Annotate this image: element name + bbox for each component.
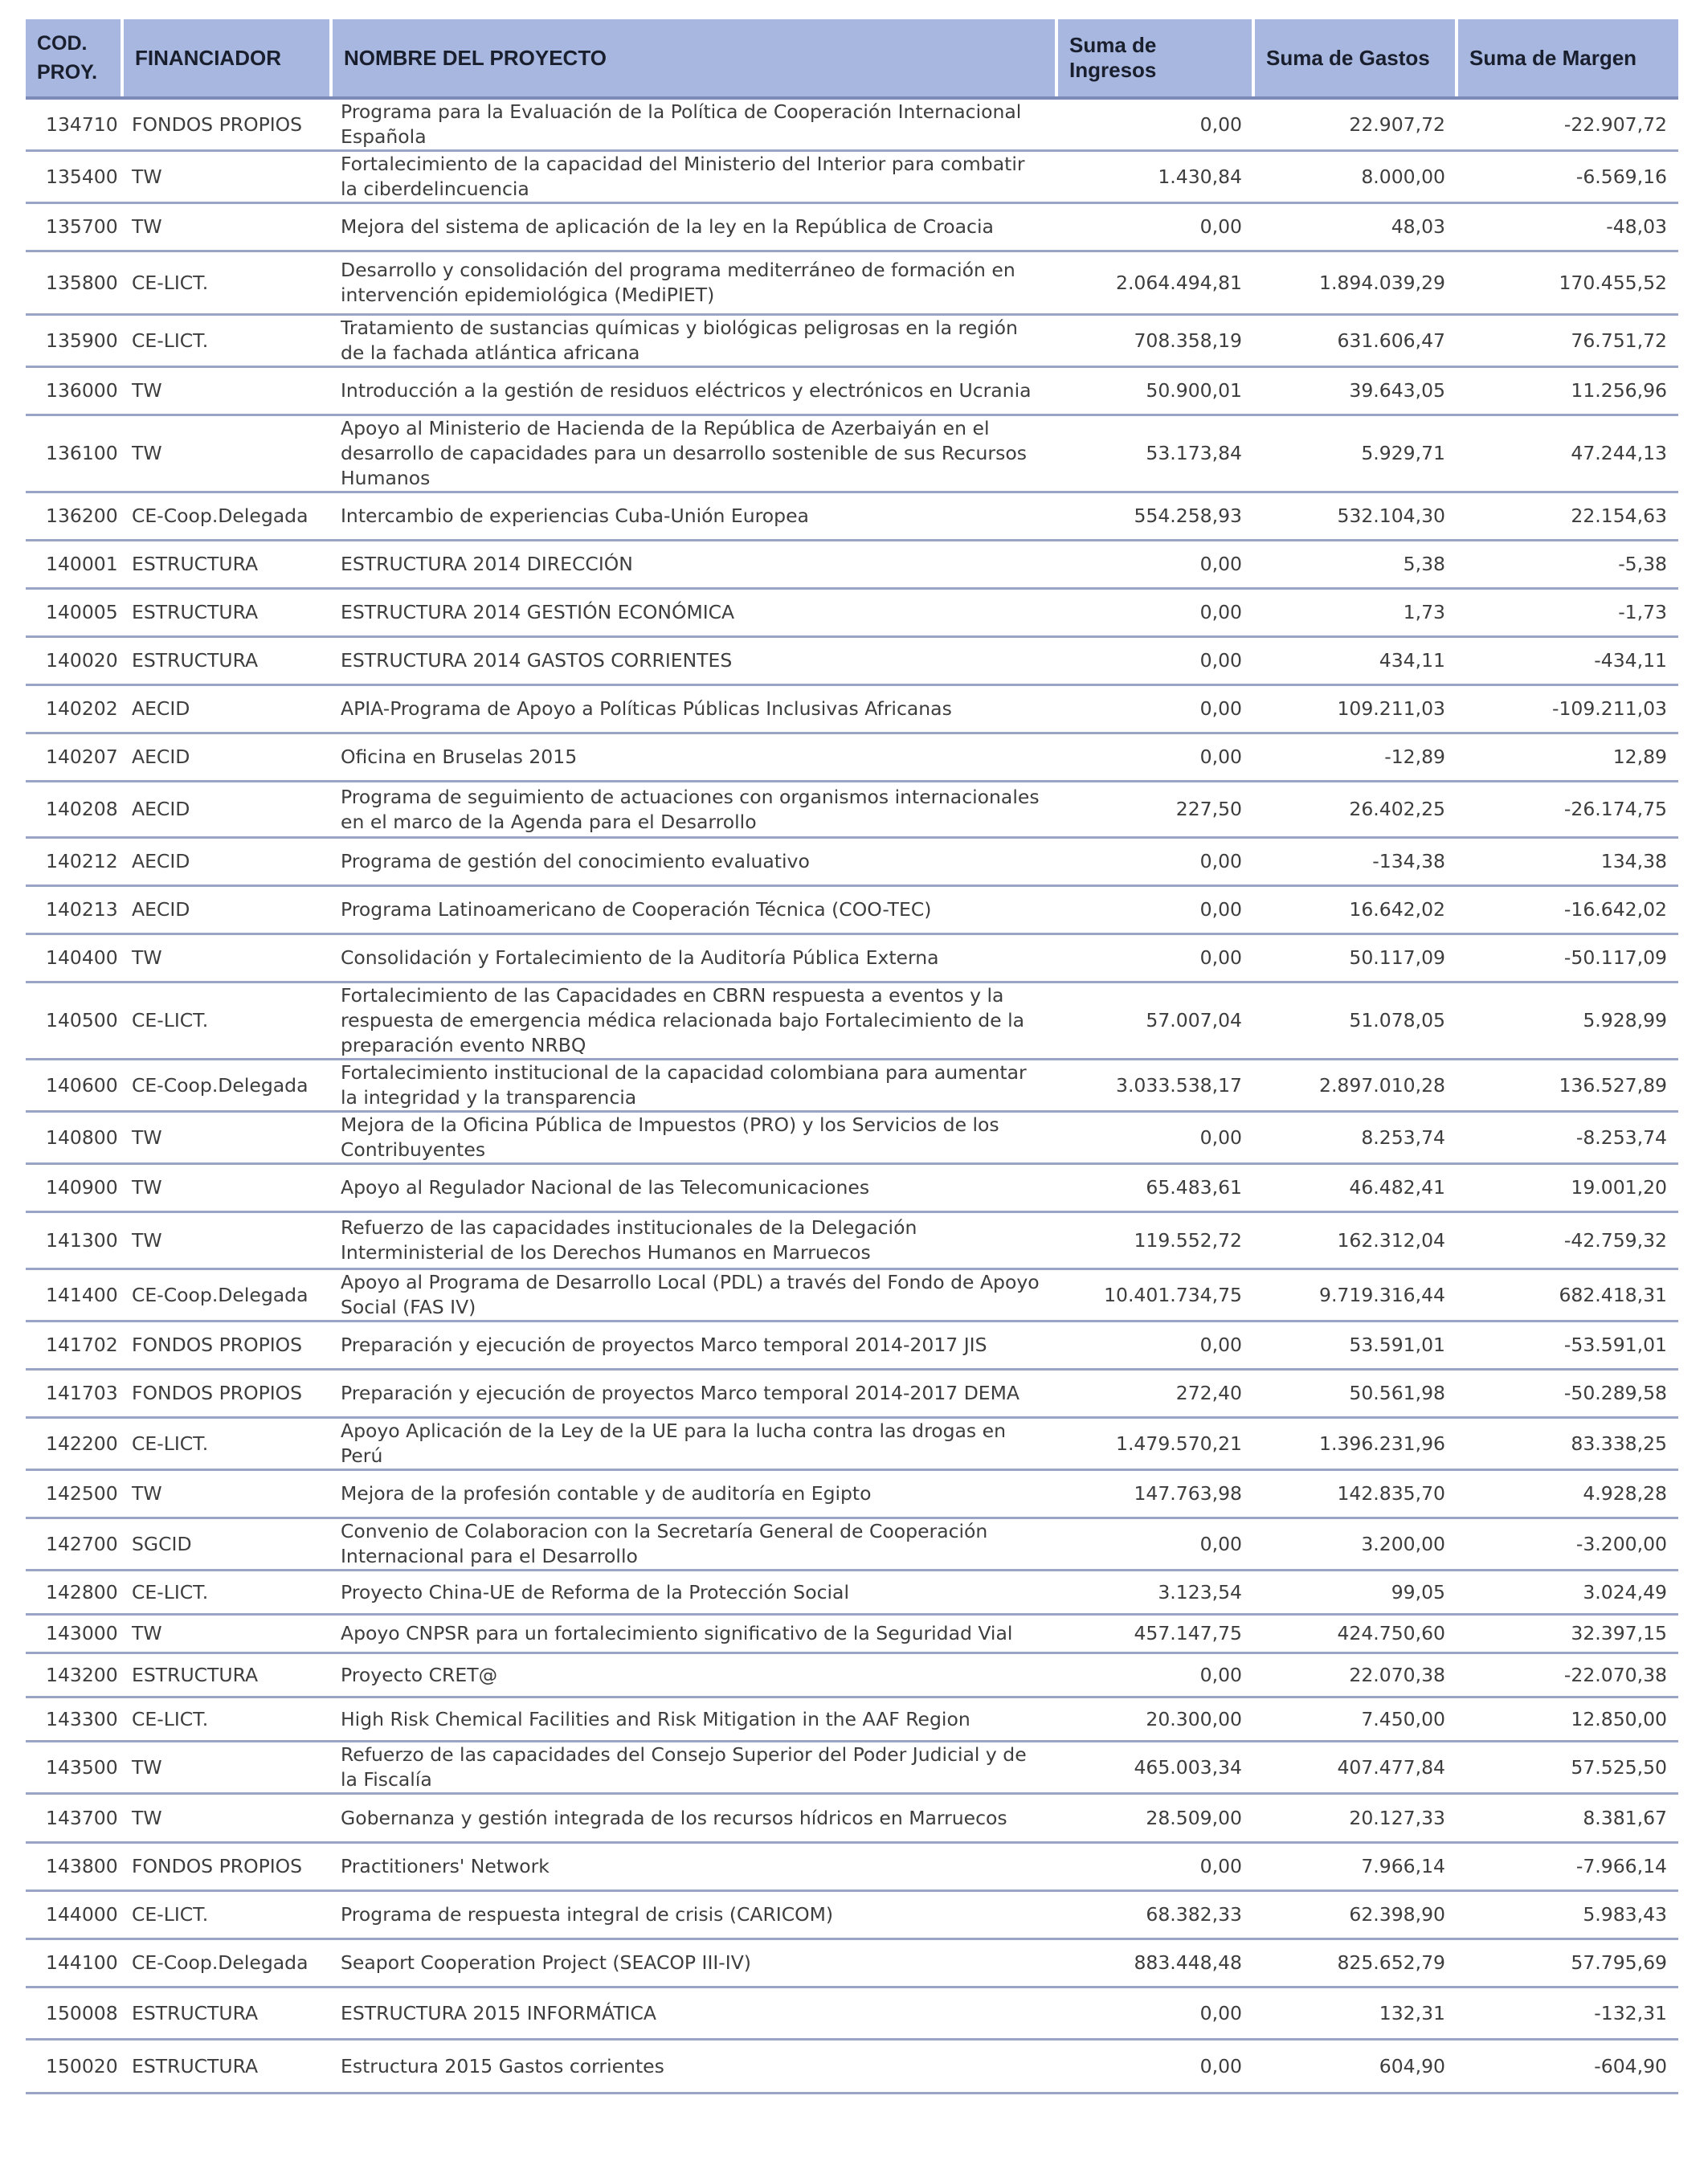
table-row [26,1418,1678,1470]
cell-ingresos: 0,00 [1056,541,1253,589]
cell-project-name: Fortalecimiento institucional de la capacidad colombiana para aumentar la integridad y la transparencia [331,1060,1056,1112]
cell-code: 150008 [26,1987,122,2040]
cell-ingresos: 2.064.494,81 [1056,251,1253,315]
cell-code: 135700 [26,203,122,251]
cell-code: 140400 [26,934,122,982]
cell-margen: -109.211,03 [1457,685,1678,733]
cell-ingresos: 20.300,00 [1056,1697,1253,1742]
cell-project-name: Refuerzo de las capacidades institucionales de la Delegación Interministerial de los Derechos Humanos en Marruecos [331,1212,1056,1269]
cell-financiador: AECID [122,733,331,782]
cell-gastos: 7.450,00 [1253,1697,1457,1742]
cell-financiador: ESTRUCTURA [122,2040,331,2094]
cell-ingresos: 0,00 [1056,203,1253,251]
cell-financiador: ESTRUCTURA [122,1987,331,2040]
cell-gastos: 1.396.231,96 [1253,1418,1457,1470]
table-row [26,1571,1678,1615]
cell-ingresos: 708.358,19 [1056,315,1253,367]
cell-code: 140600 [26,1060,122,1112]
cell-financiador: CE-LICT. [122,251,331,315]
table-row [26,886,1678,934]
table-row [26,251,1678,315]
cell-ingresos: 0,00 [1056,2040,1253,2094]
cell-code: 142200 [26,1418,122,1470]
cell-gastos: 1,73 [1253,589,1457,637]
cell-project-name: ESTRUCTURA 2015 INFORMÁTICA [331,1987,1056,2040]
cell-code: 143700 [26,1794,122,1843]
cell-margen: -16.642,02 [1457,886,1678,934]
cell-margen: 170.455,52 [1457,251,1678,315]
cell-ingresos: 50.900,01 [1056,367,1253,415]
cell-gastos: 407.477,84 [1253,1742,1457,1794]
cell-gastos: -134,38 [1253,838,1457,886]
cell-gastos: 162.312,04 [1253,1212,1457,1269]
cell-margen: -48,03 [1457,203,1678,251]
cell-ingresos: 0,00 [1056,1112,1253,1164]
cell-code: 143300 [26,1697,122,1742]
cell-ingresos: 465.003,34 [1056,1742,1253,1794]
cell-project-name: Preparación y ejecución de proyectos Marco temporal 2014-2017 DEMA [331,1370,1056,1418]
cell-ingresos: 0,00 [1056,1322,1253,1370]
table-row [26,203,1678,251]
cell-ingresos: 0,00 [1056,838,1253,886]
cell-margen: 83.338,25 [1457,1418,1678,1470]
cell-financiador: TW [122,415,331,492]
cell-project-name: Apoyo al Regulador Nacional de las Telecomunicaciones [331,1164,1056,1212]
cell-ingresos: 28.509,00 [1056,1794,1253,1843]
table-row [26,315,1678,367]
table-row [26,1742,1678,1794]
cell-margen: 22.154,63 [1457,492,1678,541]
cell-ingresos: 10.401.734,75 [1056,1269,1253,1322]
cell-code: 144100 [26,1939,122,1987]
table-row [26,1843,1678,1891]
table-row [26,541,1678,589]
cell-gastos: 8.000,00 [1253,151,1457,203]
cell-financiador: FONDOS PROPIOS [122,98,331,151]
cell-financiador: FONDOS PROPIOS [122,1843,331,1891]
table-row [26,637,1678,685]
table-row [26,1653,1678,1697]
cell-gastos: 424.750,60 [1253,1615,1457,1653]
cell-ingresos: 57.007,04 [1056,982,1253,1060]
cell-ingresos: 0,00 [1056,1653,1253,1697]
cell-margen: -7.966,14 [1457,1843,1678,1891]
cell-margen: 11.256,96 [1457,367,1678,415]
cell-code: 143200 [26,1653,122,1697]
cell-code: 140500 [26,982,122,1060]
cell-gastos: 631.606,47 [1253,315,1457,367]
cell-gastos: 20.127,33 [1253,1794,1457,1843]
cell-code: 141400 [26,1269,122,1322]
cell-gastos: 825.652,79 [1253,1939,1457,1987]
cell-ingresos: 147.763,98 [1056,1470,1253,1518]
cell-ingresos: 0,00 [1056,637,1253,685]
table-row [26,98,1678,151]
cell-code: 135900 [26,315,122,367]
cell-project-name: Programa de seguimiento de actuaciones con organismos internacionales en el marco de la Agenda para el Desarrollo [331,782,1056,838]
cell-ingresos: 554.258,93 [1056,492,1253,541]
cell-gastos: 26.402,25 [1253,782,1457,838]
cell-financiador: ESTRUCTURA [122,637,331,685]
table-row [26,367,1678,415]
cell-gastos: 51.078,05 [1253,982,1457,1060]
table-row [26,1370,1678,1418]
cell-project-name: Mejora de la profesión contable y de auditoría en Egipto [331,1470,1056,1518]
table-row [26,1212,1678,1269]
cell-code: 142700 [26,1518,122,1571]
table-row [26,838,1678,886]
cell-ingresos: 53.173,84 [1056,415,1253,492]
cell-project-name: Fortalecimiento de la capacidad del Ministerio del Interior para combatir la ciberdelincuencia [331,151,1056,203]
table-row [26,1269,1678,1322]
cell-gastos: 22.070,38 [1253,1653,1457,1697]
cell-project-name: Apoyo CNPSR para un fortalecimiento significativo de la Seguridad Vial [331,1615,1056,1653]
cell-ingresos: 119.552,72 [1056,1212,1253,1269]
cell-project-name: Gobernanza y gestión integrada de los recursos hídricos en Marruecos [331,1794,1056,1843]
cell-code: 140005 [26,589,122,637]
table-row [26,782,1678,838]
cell-financiador: CE-LICT. [122,1697,331,1742]
cell-margen: -604,90 [1457,2040,1678,2094]
cell-gastos: 604,90 [1253,2040,1457,2094]
cell-margen: 4.928,28 [1457,1470,1678,1518]
cell-margen: -1,73 [1457,589,1678,637]
cell-financiador: TW [122,1212,331,1269]
cell-gastos: 39.643,05 [1253,367,1457,415]
cell-ingresos: 1.430,84 [1056,151,1253,203]
cell-margen: -42.759,32 [1457,1212,1678,1269]
cell-project-name: High Risk Chemical Facilities and Risk Mitigation in the AAF Region [331,1697,1056,1742]
header-code-line2: PROY. [37,61,98,84]
cell-gastos: 48,03 [1253,203,1457,251]
table-body [26,98,1678,2094]
cell-margen: 76.751,72 [1457,315,1678,367]
cell-code: 143000 [26,1615,122,1653]
cell-project-name: ESTRUCTURA 2014 GASTOS CORRIENTES [331,637,1056,685]
cell-margen: -3.200,00 [1457,1518,1678,1571]
header-financiador: FINANCIADOR [122,19,331,98]
cell-code: 141702 [26,1322,122,1370]
cell-margen: 134,38 [1457,838,1678,886]
cell-code: 140213 [26,886,122,934]
cell-project-name: Oficina en Bruselas 2015 [331,733,1056,782]
cell-project-name: Preparación y ejecución de proyectos Marco temporal 2014-2017 JIS [331,1322,1056,1370]
table-row [26,982,1678,1060]
cell-code: 135400 [26,151,122,203]
cell-financiador: TW [122,934,331,982]
cell-gastos: 46.482,41 [1253,1164,1457,1212]
table-row [26,1697,1678,1742]
cell-code: 140202 [26,685,122,733]
projects-table [26,19,1678,2094]
cell-margen: 12,89 [1457,733,1678,782]
cell-code: 136200 [26,492,122,541]
cell-project-name: Programa de gestión del conocimiento evaluativo [331,838,1056,886]
cell-ingresos: 65.483,61 [1056,1164,1253,1212]
cell-project-name: ESTRUCTURA 2014 GESTIÓN ECONÓMICA [331,589,1056,637]
cell-margen: 5.983,43 [1457,1891,1678,1939]
table-row [26,415,1678,492]
table-row [26,685,1678,733]
cell-ingresos: 0,00 [1056,886,1253,934]
cell-financiador: AECID [122,886,331,934]
cell-ingresos: 0,00 [1056,685,1253,733]
table-row [26,151,1678,203]
cell-gastos: 132,31 [1253,1987,1457,2040]
cell-project-name: Tratamiento de sustancias químicas y biológicas peligrosas en la región de la fachada atlántica africana [331,315,1056,367]
cell-ingresos: 3.123,54 [1056,1571,1253,1615]
cell-ingresos: 0,00 [1056,1843,1253,1891]
cell-project-name: APIA-Programa de Apoyo a Políticas Públicas Inclusivas Africanas [331,685,1056,733]
cell-ingresos: 272,40 [1056,1370,1253,1418]
cell-ingresos: 3.033.538,17 [1056,1060,1253,1112]
cell-financiador: CE-LICT. [122,982,331,1060]
cell-code: 136000 [26,367,122,415]
cell-code: 140207 [26,733,122,782]
cell-margen: -5,38 [1457,541,1678,589]
cell-gastos: 50.117,09 [1253,934,1457,982]
header-code [26,19,122,98]
cell-project-name: Proyecto CRET@ [331,1653,1056,1697]
cell-ingresos: 0,00 [1056,589,1253,637]
cell-gastos: 2.897.010,28 [1253,1060,1457,1112]
table-row [26,2040,1678,2094]
cell-project-name: Convenio de Colaboracion con la Secretaría General de Cooperación Internacional para el Desarrollo [331,1518,1056,1571]
cell-financiador: CE-LICT. [122,1418,331,1470]
cell-code: 142500 [26,1470,122,1518]
cell-financiador: AECID [122,685,331,733]
cell-margen: -26.174,75 [1457,782,1678,838]
header-gastos: Suma de Gastos [1253,19,1457,98]
cell-code: 144000 [26,1891,122,1939]
table-row [26,733,1678,782]
cell-gastos: 62.398,90 [1253,1891,1457,1939]
cell-margen: 19.001,20 [1457,1164,1678,1212]
cell-financiador: TW [122,1164,331,1212]
cell-financiador: TW [122,1794,331,1843]
cell-code: 140212 [26,838,122,886]
header-nombre: NOMBRE DEL PROYECTO [331,19,1056,98]
cell-code: 150020 [26,2040,122,2094]
cell-gastos: 1.894.039,29 [1253,251,1457,315]
cell-gastos: 5.929,71 [1253,415,1457,492]
cell-project-name: Refuerzo de las capacidades del Consejo Superior del Poder Judicial y de la Fiscalía [331,1742,1056,1794]
cell-financiador: TW [122,367,331,415]
cell-margen: 136.527,89 [1457,1060,1678,1112]
cell-margen: 32.397,15 [1457,1615,1678,1653]
cell-ingresos: 0,00 [1056,733,1253,782]
cell-gastos: 532.104,30 [1253,492,1457,541]
cell-margen: 57.795,69 [1457,1939,1678,1987]
cell-margen: -434,11 [1457,637,1678,685]
table-header [26,19,1678,98]
cell-margen: 57.525,50 [1457,1742,1678,1794]
cell-financiador: TW [122,151,331,203]
cell-code: 141300 [26,1212,122,1269]
cell-gastos: 8.253,74 [1253,1112,1457,1164]
cell-financiador: CE-LICT. [122,315,331,367]
cell-code: 140020 [26,637,122,685]
cell-project-name: Apoyo Aplicación de la Ley de la UE para la lucha contra las drogas en Perú [331,1418,1056,1470]
cell-code: 143800 [26,1843,122,1891]
projects-table-container [26,19,1678,2094]
cell-margen: -50.289,58 [1457,1370,1678,1418]
cell-code: 134710 [26,98,122,151]
cell-project-name: Mejora del sistema de aplicación de la ley en la República de Croacia [331,203,1056,251]
cell-project-name: Proyecto China-UE de Reforma de la Protección Social [331,1571,1056,1615]
cell-project-name: Seaport Cooperation Project (SEACOP III-IV) [331,1939,1056,1987]
cell-ingresos: 0,00 [1056,98,1253,151]
cell-gastos: 109.211,03 [1253,685,1457,733]
cell-project-name: Programa Latinoamericano de Cooperación Técnica (COO-TEC) [331,886,1056,934]
cell-margen: -22.070,38 [1457,1653,1678,1697]
table-row [26,1518,1678,1571]
cell-project-name: Practitioners' Network [331,1843,1056,1891]
cell-financiador: CE-LICT. [122,1891,331,1939]
table-row [26,1891,1678,1939]
cell-code: 140208 [26,782,122,838]
cell-code: 140001 [26,541,122,589]
cell-ingresos: 227,50 [1056,782,1253,838]
cell-ingresos: 68.382,33 [1056,1891,1253,1939]
cell-financiador: TW [122,1742,331,1794]
cell-code: 140800 [26,1112,122,1164]
cell-financiador: CE-Coop.Delegada [122,1939,331,1987]
cell-gastos: 3.200,00 [1253,1518,1457,1571]
cell-gastos: 53.591,01 [1253,1322,1457,1370]
cell-financiador: AECID [122,782,331,838]
cell-margen: -6.569,16 [1457,151,1678,203]
cell-project-name: Introducción a la gestión de residuos eléctricos y electrónicos en Ucrania [331,367,1056,415]
cell-project-name: Intercambio de experiencias Cuba-Unión Europea [331,492,1056,541]
cell-project-name: Desarrollo y consolidación del programa mediterráneo de formación en intervención epidemiológica (MediPIET) [331,251,1056,315]
table-row [26,589,1678,637]
cell-code: 142800 [26,1571,122,1615]
cell-financiador: ESTRUCTURA [122,541,331,589]
table-row [26,1112,1678,1164]
cell-code: 140900 [26,1164,122,1212]
table-row [26,1322,1678,1370]
cell-gastos: -12,89 [1253,733,1457,782]
cell-financiador: TW [122,1112,331,1164]
cell-margen: -132,31 [1457,1987,1678,2040]
header-ingresos: Suma de Ingresos [1056,19,1253,98]
cell-margen: 3.024,49 [1457,1571,1678,1615]
cell-gastos: 9.719.316,44 [1253,1269,1457,1322]
cell-gastos: 434,11 [1253,637,1457,685]
cell-financiador: TW [122,203,331,251]
cell-ingresos: 0,00 [1056,1518,1253,1571]
cell-financiador: CE-Coop.Delegada [122,492,331,541]
cell-project-name: Apoyo al Programa de Desarrollo Local (PDL) a través del Fondo de Apoyo Social (FAS IV) [331,1269,1056,1322]
cell-margen: 682.418,31 [1457,1269,1678,1322]
header-margen: Suma de Margen [1457,19,1678,98]
cell-code: 135800 [26,251,122,315]
cell-gastos: 7.966,14 [1253,1843,1457,1891]
table-row [26,1987,1678,2040]
cell-financiador: ESTRUCTURA [122,589,331,637]
table-row [26,1794,1678,1843]
cell-financiador: FONDOS PROPIOS [122,1322,331,1370]
cell-project-name: Fortalecimiento de las Capacidades en CBRN respuesta a eventos y la respuesta de emergencia médica relacionada bajo Fortalecimiento de la preparación evento NRBQ [331,982,1056,1060]
cell-margen: 5.928,99 [1457,982,1678,1060]
cell-project-name: Programa para la Evaluación de la Política de Cooperación Internacional Española [331,98,1056,151]
cell-gastos: 16.642,02 [1253,886,1457,934]
cell-ingresos: 883.448,48 [1056,1939,1253,1987]
cell-margen: -22.907,72 [1457,98,1678,151]
table-row [26,934,1678,982]
cell-margen: -53.591,01 [1457,1322,1678,1370]
cell-project-name: Programa de respuesta integral de crisis (CARICOM) [331,1891,1056,1939]
table-row [26,492,1678,541]
cell-ingresos: 1.479.570,21 [1056,1418,1253,1470]
table-row [26,1164,1678,1212]
cell-gastos: 22.907,72 [1253,98,1457,151]
cell-gastos: 99,05 [1253,1571,1457,1615]
cell-financiador: TW [122,1470,331,1518]
cell-margen: -8.253,74 [1457,1112,1678,1164]
cell-margen: 47.244,13 [1457,415,1678,492]
cell-ingresos: 457.147,75 [1056,1615,1253,1653]
cell-code: 136100 [26,415,122,492]
cell-financiador: ESTRUCTURA [122,1653,331,1697]
cell-financiador: TW [122,1615,331,1653]
cell-financiador: SGCID [122,1518,331,1571]
cell-gastos: 5,38 [1253,541,1457,589]
table-row [26,1060,1678,1112]
cell-margen: 8.381,67 [1457,1794,1678,1843]
cell-financiador: AECID [122,838,331,886]
cell-financiador: CE-Coop.Delegada [122,1060,331,1112]
cell-financiador: FONDOS PROPIOS [122,1370,331,1418]
cell-gastos: 50.561,98 [1253,1370,1457,1418]
table-row [26,1615,1678,1653]
cell-project-name: ESTRUCTURA 2014 DIRECCIÓN [331,541,1056,589]
cell-project-name: Apoyo al Ministerio de Hacienda de la República de Azerbaiyán en el desarrollo de capacidades para un desarrollo sostenible de sus Recursos Humanos [331,415,1056,492]
cell-financiador: CE-Coop.Delegada [122,1269,331,1322]
table-row [26,1470,1678,1518]
header-code-line1: COD. [37,32,88,55]
cell-gastos: 142.835,70 [1253,1470,1457,1518]
header-row [26,19,1678,98]
cell-ingresos: 0,00 [1056,934,1253,982]
cell-project-name: Consolidación y Fortalecimiento de la Auditoría Pública Externa [331,934,1056,982]
cell-project-name: Mejora de la Oficina Pública de Impuestos (PRO) y los Servicios de los Contribuyentes [331,1112,1056,1164]
cell-code: 143500 [26,1742,122,1794]
cell-financiador: CE-LICT. [122,1571,331,1615]
table-row [26,1939,1678,1987]
cell-ingresos: 0,00 [1056,1987,1253,2040]
cell-margen: -50.117,09 [1457,934,1678,982]
cell-margen: 12.850,00 [1457,1697,1678,1742]
cell-code: 141703 [26,1370,122,1418]
cell-project-name: Estructura 2015 Gastos corrientes [331,2040,1056,2094]
